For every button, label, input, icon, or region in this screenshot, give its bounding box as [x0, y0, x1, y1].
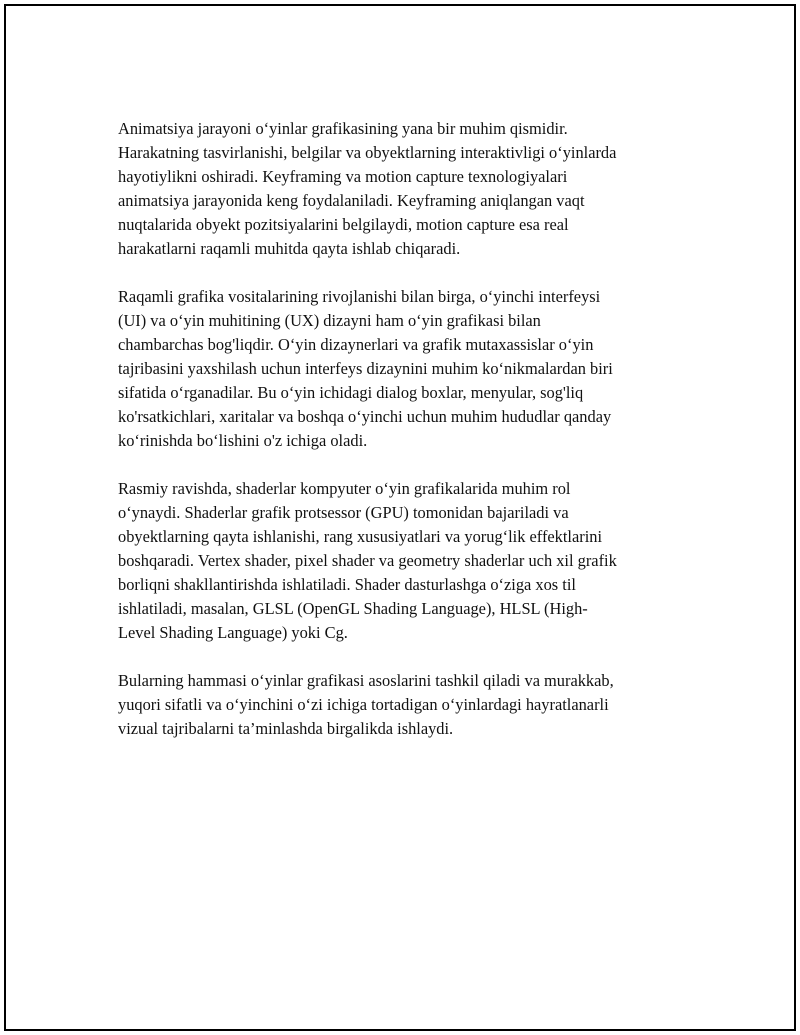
text-line: Animatsiya jarayoni o‘yinlar grafikasining yana bir muhim qismidir. — [118, 119, 568, 138]
text-line: o‘ynaydi. Shaderlar grafik protsessor (GPU) tomonidan bajariladi va — [118, 503, 569, 522]
text-line: Raqamli grafika vositalarining rivojlanishi bilan birga, o‘yinchi interfeysi — [118, 287, 601, 306]
text-line: boshqaradi. Vertex shader, pixel shader va geometry shaderlar uch xil grafik — [118, 551, 617, 570]
text-line: yuqori sifatli va o‘yinchini o‘zi ichiga tortadigan o‘yinlardagi hayratlanarli — [118, 695, 609, 714]
text-line: (UI) va o‘yin muhitining (UX) dizayni ham o‘yin grafikasi bilan — [118, 311, 541, 330]
text-line: ko‘rinishda bo‘lishini o'z ichiga oladi. — [118, 431, 368, 450]
text-line: animatsiya jarayonida keng foydalaniladi. Keyframing aniqlangan vaqt — [118, 191, 585, 210]
text-line: hayotiylikni oshiradi. Keyframing va motion capture texnologiyalari — [118, 167, 568, 186]
paragraph-animation — [118, 117, 683, 261]
paragraph-conclusion — [118, 669, 683, 741]
text-line: chambarchas bog'liqdir. O‘yin dizaynerlari va grafik mutaxassislar o‘yin — [118, 335, 594, 354]
text-line: obyektlarning qayta ishlanishi, rang xususiyatlari va yorug‘lik effektlarini — [118, 527, 603, 546]
paragraph-ui-ux — [118, 285, 683, 453]
text-line: ishlatiladi, masalan, GLSL (OpenGL Shading Language), HLSL (High- — [118, 599, 588, 618]
text-line: sifatida o‘rganadilar. Bu o‘yin ichidagi dialog boxlar, menyular, sog'liq — [118, 383, 584, 402]
text-line: harakatlarni raqamli muhitda qayta ishlab chiqaradi. — [118, 239, 461, 258]
text-line: Level Shading Language) yoki Cg. — [118, 623, 348, 642]
text-line: vizual tajribalarni ta’minlashda birgalikda ishlaydi. — [118, 719, 454, 738]
text-line: borliqni shakllantirishda ishlatiladi. Shader dasturlashga o‘ziga xos til — [118, 575, 576, 594]
text-line: nuqtalarida obyekt pozitsiyalarini belgilaydi, motion capture esa real — [118, 215, 569, 234]
document-body — [118, 117, 683, 741]
paragraph-shaders — [118, 477, 683, 645]
text-line: ko'rsatkichlari, xaritalar va boshqa o‘yinchi uchun muhim hududlar qanday — [118, 407, 612, 426]
text-line: Rasmiy ravishda, shaderlar kompyuter o‘yin grafikalarida muhim rol — [118, 479, 571, 498]
text-line: Bularning hammasi o‘yinlar grafikasi asoslarini tashkil qiladi va murakkab, — [118, 671, 614, 690]
text-line: Harakatning tasvirlanishi, belgilar va obyektlarning interaktivligi o‘yinlarda — [118, 143, 617, 162]
text-line: tajribasini yaxshilash uchun interfeys dizaynini muhim ko‘nikmalardan biri — [118, 359, 613, 378]
